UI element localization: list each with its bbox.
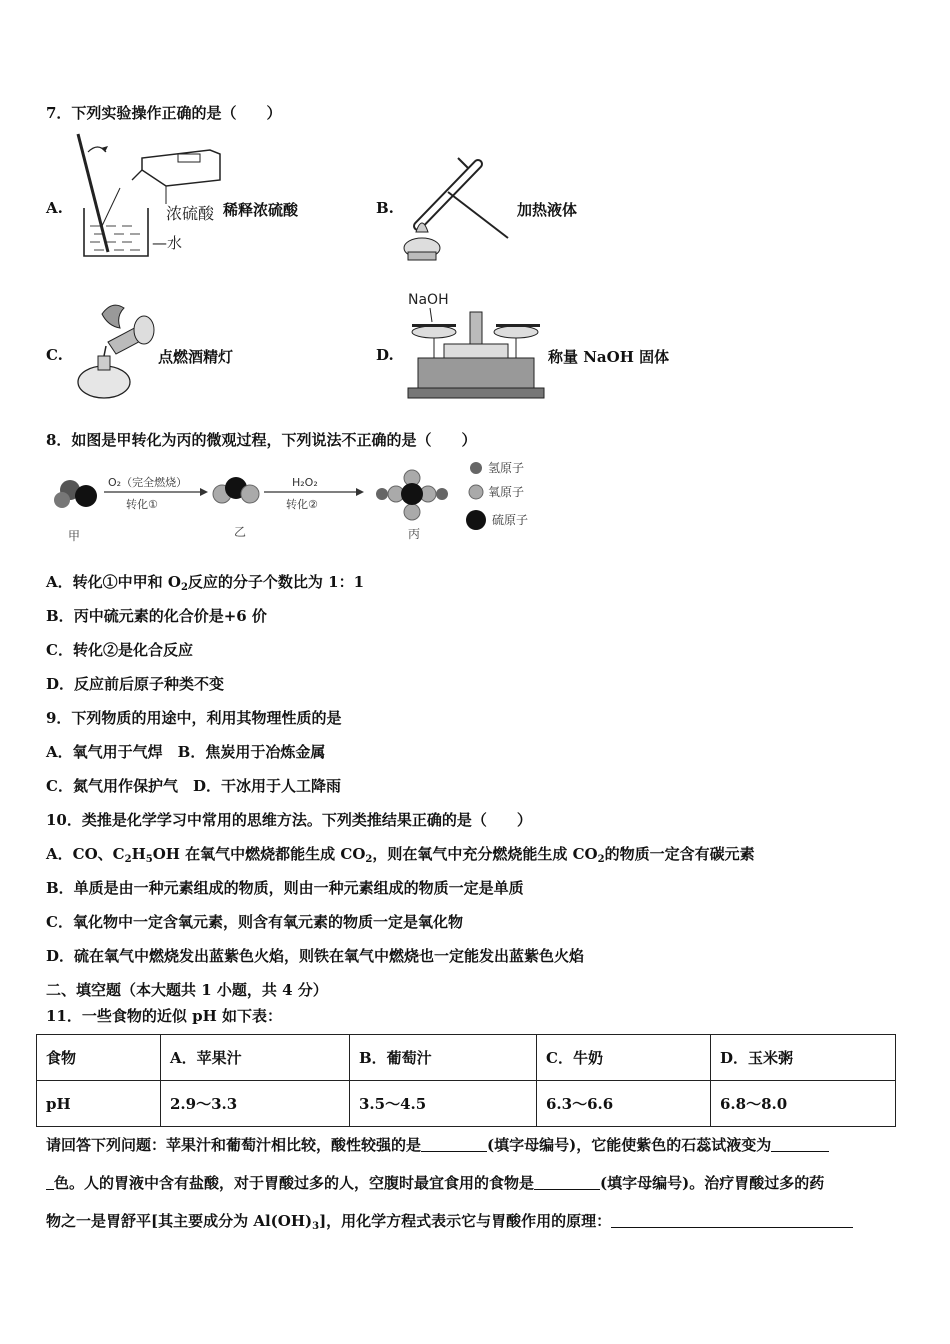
q11-question-line-1: 请回答下列问题：苹果汁和葡萄汁相比较，酸性较强的是 (填字母编号)，它能使紫色的石蕊试液变为 xyxy=(46,1134,829,1155)
q7-option-c-letter[interactable]: C. xyxy=(46,346,63,364)
label-conc-sulfuric: 浓硫酸 xyxy=(166,204,215,223)
q10-option-d[interactable]: D．硫在氧气中燃烧发出蓝紫色火焰，则铁在氧气中燃烧也一定能发出蓝紫色火焰 xyxy=(46,947,585,965)
q9-options-line-2[interactable]: C．氮气用作保护气 D．干冰用于人工降雨 xyxy=(46,777,341,795)
heat-liquid-illustration xyxy=(398,152,514,264)
answer-blank-1[interactable] xyxy=(421,1137,487,1152)
q8-option-a[interactable]: A．转化①中甲和 $O_2$反应的分子个数比为 1：1 xyxy=(46,573,365,593)
balance-illustration xyxy=(404,288,548,402)
answer-blank-4[interactable] xyxy=(611,1213,853,1228)
q8-option-d[interactable]: D．反应前后原子种类不变 xyxy=(46,675,225,693)
answer-blank-2-cont[interactable] xyxy=(46,1175,54,1190)
bing-s-atom xyxy=(401,483,423,505)
table-cell: 2.9～3.3 xyxy=(161,1081,350,1127)
q8-option-b[interactable]: B．丙中硫元素的化合价是+6 价 xyxy=(46,607,267,625)
label-water: —水 xyxy=(152,234,183,252)
micro-process-diagram xyxy=(40,456,540,548)
table-row xyxy=(37,1035,896,1081)
table-cell: C．牛奶 xyxy=(537,1035,711,1081)
q7-option-a-letter[interactable]: A. xyxy=(46,199,63,217)
section-2-heading: 二、填空题（本大题共 1 小题，共 4 分） xyxy=(46,981,328,999)
label-yi: 乙 xyxy=(234,525,247,539)
arrow2-top-label: H₂O₂ xyxy=(292,476,318,489)
table-cell: pH xyxy=(37,1081,161,1127)
label-jia: 甲 xyxy=(68,529,81,543)
q7-stem: 7．下列实验操作正确的是（ ） xyxy=(46,104,282,122)
answer-blank-3[interactable] xyxy=(534,1175,600,1190)
q11-question-line-3: 物之一是胃舒平[其主要成分为 $Al(OH)_3$]，用化学方程式表示它与胃酸作用的原理： xyxy=(46,1210,853,1231)
table-row xyxy=(37,1081,896,1127)
q7-option-d-caption: 称量 NaOH 固体 xyxy=(548,348,670,366)
q8-stem: 8．如图是甲转化为丙的微观过程，下列说法不正确的是（ ） xyxy=(46,431,477,449)
legend-s: 硫原子 xyxy=(492,513,529,527)
q10-option-a[interactable]: A．CO、$C_2H_5OH$ 在氧气中燃烧都能生成 $CO_2$，则在氧气中充分燃烧能生成 $CO_2$的物质一定含有碳元素 xyxy=(46,845,755,865)
table-cell: 3.5～4.5 xyxy=(350,1081,537,1127)
q7-option-a-caption: 稀释浓硫酸 xyxy=(223,201,299,219)
q7-option-b-caption: 加热液体 xyxy=(517,201,578,219)
legend-o: 氧原子 xyxy=(488,485,525,499)
jia-s-atom xyxy=(75,485,97,507)
q11-question-line-2: 色。人的胃液中含有盐酸，对于胃酸过多的人，空腹时最宜食用的食物是 (填字母编号)。治疗胃酸过多的药 xyxy=(46,1172,824,1193)
q7-option-d-letter[interactable]: D. xyxy=(376,346,394,364)
arrow1-top-label: O₂（完全燃烧） xyxy=(108,476,188,489)
q7-option-b-letter[interactable]: B. xyxy=(376,199,394,217)
dilute-acid-illustration xyxy=(70,130,230,262)
label-bing: 丙 xyxy=(408,527,421,541)
q9-stem: 9．下列物质的用途中，利用其物理性质的是 xyxy=(46,709,342,727)
q11-stem: 11．一些食物的近似 pH 如下表： xyxy=(46,1007,282,1025)
q7-option-c-caption: 点燃酒精灯 xyxy=(158,348,234,366)
table-cell: 6.8～8.0 xyxy=(711,1081,896,1127)
legend-h: 氢原子 xyxy=(488,461,525,475)
table-cell: B．葡萄汁 xyxy=(350,1035,537,1081)
ph-table xyxy=(36,1034,896,1127)
yi-o-atom-2 xyxy=(241,485,259,503)
table-cell: A．苹果汁 xyxy=(161,1035,350,1081)
table-cell: 食物 xyxy=(37,1035,161,1081)
q9-options-line-1[interactable]: A．氧气用于气焊 B．焦炭用于冶炼金属 xyxy=(46,743,326,761)
table-cell: 6.3～6.6 xyxy=(537,1081,711,1127)
label-naoh: NaOH xyxy=(408,292,449,308)
q10-option-b[interactable]: B．单质是由一种元素组成的物质，则由一种元素组成的物质一定是单质 xyxy=(46,879,524,897)
arrow1-bottom-label: 转化① xyxy=(126,498,158,511)
table-cell: D．玉米粥 xyxy=(711,1035,896,1081)
alcohol-lamp-illustration xyxy=(72,302,162,402)
q10-stem: 10．类推是化学学习中常用的思维方法。下列类推结果正确的是（ ） xyxy=(46,811,532,829)
q10-option-c[interactable]: C．氧化物中一定含氧元素，则含有氧元素的物质一定是氧化物 xyxy=(46,913,463,931)
arrow2-bottom-label: 转化② xyxy=(286,498,318,511)
answer-blank-2[interactable] xyxy=(771,1137,829,1152)
jia-h-atom-2 xyxy=(54,492,70,508)
q8-option-c[interactable]: C．转化②是化合反应 xyxy=(46,641,193,659)
